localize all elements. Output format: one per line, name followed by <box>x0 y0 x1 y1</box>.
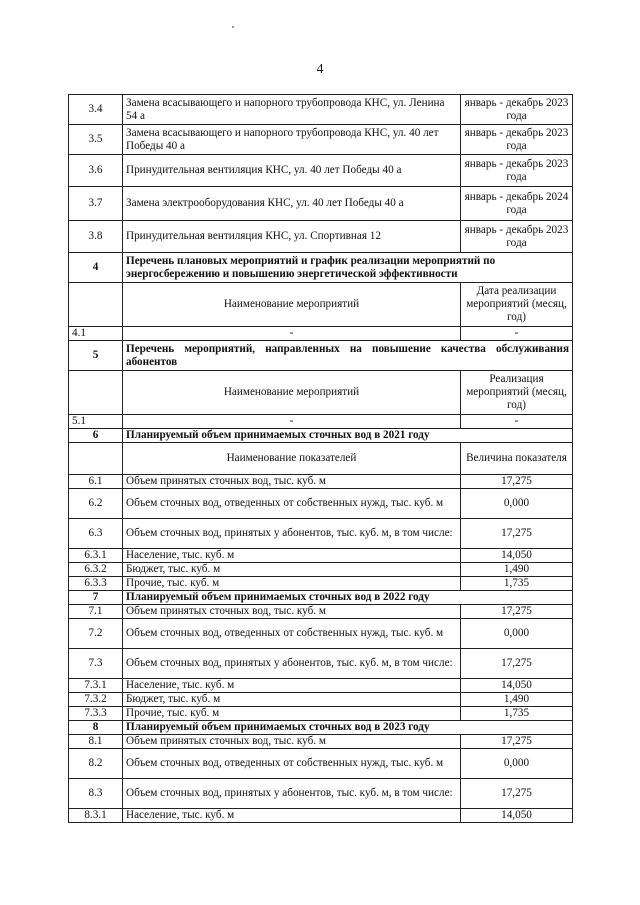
section-heading: 5 Перечень мероприятий, направленных на повышение качества обслуживания абонентов <box>69 341 573 371</box>
table-row: 6.3.3 Прочие, тыс. куб. м 1,735 <box>69 577 573 591</box>
table-row: 8.2 Объем сточных вод, отведенных от собственных нужд, тыс. куб. м 0,000 <box>69 749 573 779</box>
table-row: 6.3.1 Население, тыс. куб. м 14,050 <box>69 549 573 563</box>
section-heading: 7 Планируемый объем принимаемых сточных вод в 2022 году <box>69 591 573 605</box>
table-row: 3.5 Замена всасывающего и напорного трубопровода КНС, ул. 40 лет Победы 40 а январь - декабрь 2023 года <box>69 125 573 155</box>
table-row: 8.3.1 Население, тыс. куб. м 14,050 <box>69 809 573 823</box>
table-row: 7.1 Объем принятых сточных вод, тыс. куб. м 17,275 <box>69 605 573 619</box>
table-row: 7.3.1 Население, тыс. куб. м 14,050 <box>69 679 573 693</box>
table-row: 8.1 Объем принятых сточных вод, тыс. куб. м 17,275 <box>69 735 573 749</box>
scan-speck <box>232 26 234 28</box>
table-row: 6.3.2 Бюджет, тыс. куб. м 1,490 <box>69 563 573 577</box>
table-row: 6.1 Объем принятых сточных вод, тыс. куб. м 17,275 <box>69 475 573 489</box>
table-row: 3.8 Принудительная вентиляция КНС, ул. Спортивная 12 январь - декабрь 2023 года <box>69 221 573 253</box>
table-row: 7.3.2 Бюджет, тыс. куб. м 1,490 <box>69 693 573 707</box>
table-row: 7.3 Объем сточных вод, принятых у абонентов, тыс. куб. м, в том числе: 17,275 <box>69 649 573 679</box>
table-row: 6.2 Объем сточных вод, отведенных от собственных нужд, тыс. куб. м 0,000 <box>69 489 573 519</box>
section-heading: 8 Планируемый объем принимаемых сточных вод в 2023 году <box>69 721 573 735</box>
table-header-row: Наименование мероприятий Реализация мероприятий (месяц, год) <box>69 371 573 415</box>
table-row: 5.1 - - <box>69 415 573 429</box>
table-row: 4.1 - - <box>69 327 573 341</box>
table-header-row: Наименование мероприятий Дата реализации мероприятий (месяц, год) <box>69 283 573 327</box>
table-row: 7.3.3 Прочие, тыс. куб. м 1,735 <box>69 707 573 721</box>
table-row: 3.4 Замена всасывающего и напорного трубопровода КНС, ул. Ленина 54 а январь - декабрь 2023 года <box>69 95 573 125</box>
table-row: 3.6 Принудительная вентиляция КНС, ул. 40 лет Победы 40 а январь - декабрь 2023 года <box>69 155 573 187</box>
section-heading: 6 Планируемый объем принимаемых сточных вод в 2021 году <box>69 429 573 443</box>
measures-table <box>68 94 573 823</box>
table-row: 8.3 Объем сточных вод, принятых у абонентов, тыс. куб. м, в том числе: 17,275 <box>69 779 573 809</box>
table-row: 7.2 Объем сточных вод, отведенных от собственных нужд, тыс. куб. м 0,000 <box>69 619 573 649</box>
table-row: 6.3 Объем сточных вод, принятых у абонентов, тыс. куб. м, в том числе: 17,275 <box>69 519 573 549</box>
table-row: 3.7 Замена электрооборудования КНС, ул. 40 лет Победы 40 а январь - декабрь 2024 года <box>69 187 573 221</box>
page-number: 4 <box>316 62 324 77</box>
section-heading: 4 Перечень плановых мероприятий и график реализации мероприятий по энергосбережению и повышению энергетической эффективности <box>69 253 573 283</box>
table-header-row: Наименование показателей Величина показателя <box>69 443 573 475</box>
